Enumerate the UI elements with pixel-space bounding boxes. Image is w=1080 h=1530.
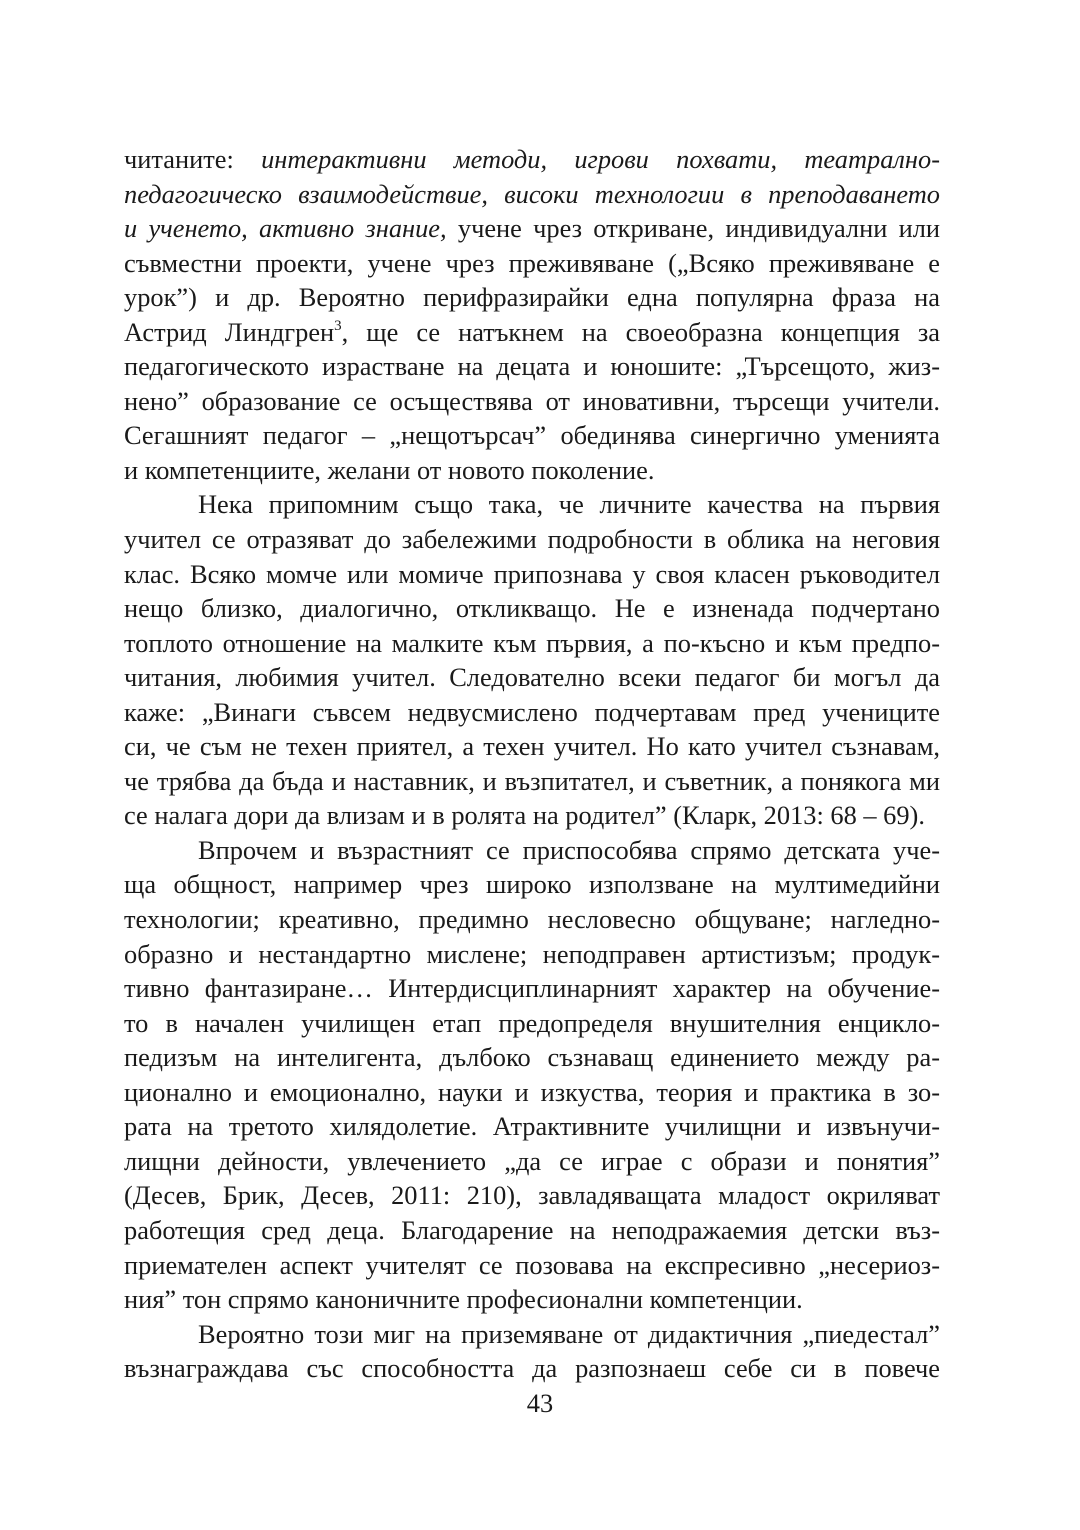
text-run: работещия сред деца. Благодарение на неподражаемия детски въз- bbox=[124, 1214, 940, 1245]
page-number: 43 bbox=[526, 1388, 554, 1418]
text-line bbox=[124, 971, 940, 1006]
text-run: урок”) и др. Вероятно перифразирайки една популярна фраза на bbox=[124, 282, 940, 313]
text-run: приемателен аспект учителят се позовава на експресивно „несериоз- bbox=[124, 1249, 940, 1280]
text-line bbox=[124, 1317, 940, 1352]
text-run: , ще се натъкнем на своеобразна концепция за bbox=[341, 316, 940, 347]
text-run: клас. Всяко момче или момиче припознава у своя класен ръководител bbox=[124, 558, 940, 589]
text-line bbox=[124, 349, 940, 384]
text-line bbox=[124, 1213, 940, 1248]
text-run: каже: „Винаги съвсем недвусмислено подчертавам пред учениците bbox=[124, 696, 940, 727]
text-line bbox=[124, 1006, 940, 1041]
text-run: си, че съм не техен приятел, а техен учител. Но като учител съзнавам, bbox=[124, 731, 940, 762]
text-line bbox=[124, 1144, 940, 1179]
text-line bbox=[124, 1109, 940, 1144]
text-line bbox=[124, 142, 940, 177]
text-run: ща общност, например чрез широко използване на мултимедийни bbox=[124, 869, 940, 900]
text-run: възнаграждава със способността да разпознаеш себе си в повече bbox=[124, 1353, 940, 1384]
text-line bbox=[124, 660, 940, 695]
text-run: Астрид Линдгрен bbox=[124, 316, 335, 347]
paragraph bbox=[124, 487, 940, 832]
text-line bbox=[124, 1248, 940, 1283]
text-run: читаните: bbox=[124, 144, 262, 174]
text-run: Вероятно този миг на приземяване от дидактичния „пиедестал” bbox=[198, 1318, 940, 1349]
footnote-ref: 3 bbox=[334, 317, 342, 334]
text-line bbox=[124, 246, 940, 281]
body-text bbox=[124, 142, 940, 1386]
text-run: топлото отношение на малките към първия, а по-късно и към предпо- bbox=[124, 627, 940, 658]
text-run: лищни дейности, увлечението „да се играе с образи и понятия” bbox=[124, 1145, 940, 1176]
text-run: нено” образование се осъществява от иновативни, търсещи учители. bbox=[124, 385, 940, 416]
text-run: технологии; креативно, предимно несловесно общуване; нагледно- bbox=[124, 904, 940, 935]
text-line bbox=[124, 557, 940, 592]
text-line bbox=[124, 211, 940, 246]
text-run: ния” тон спрямо каноничните професионални компетенции. bbox=[124, 1284, 803, 1315]
text-line bbox=[124, 1178, 940, 1213]
text-run: и компетенциите, желани от новото поколение. bbox=[124, 454, 655, 485]
text-line bbox=[124, 867, 940, 902]
paragraph bbox=[124, 142, 940, 487]
text-line bbox=[124, 695, 940, 730]
text-line bbox=[124, 729, 940, 764]
text-run: ционално и емоционално, науки и изкуства, теория и практика в зо- bbox=[124, 1076, 940, 1107]
text-line bbox=[124, 384, 940, 419]
text-run: съвместни проекти, учене чрез преживяване („Всяко преживяване е bbox=[124, 247, 940, 278]
text-run: рата на третото хилядолетие. Атрактивните училищни и извънучи- bbox=[124, 1111, 940, 1142]
text-line bbox=[124, 626, 940, 661]
text-line bbox=[124, 280, 940, 315]
text-line bbox=[124, 937, 940, 972]
text-run: (Десев, Брик, Десев, 2011: 210), завладяващата младост окриляват bbox=[124, 1180, 940, 1211]
paragraph bbox=[124, 1317, 940, 1386]
text-line bbox=[124, 418, 940, 453]
text-run: Нека припомним също така, че личните качества на първия bbox=[198, 489, 940, 520]
italic-text-run: педагогическо взаимодействие, високи технологии в преподаването bbox=[124, 178, 940, 209]
text-run: педизъм на интелигента, дълбоко съзнаващ единението между ра- bbox=[124, 1042, 940, 1073]
text-line bbox=[124, 833, 940, 868]
text-run: учене чрез откриване, индивидуални или bbox=[446, 213, 940, 244]
text-run: че трябва да бъда и наставник, и възпитател, и съветник, а понякога ми bbox=[124, 765, 940, 796]
text-line bbox=[124, 1040, 940, 1075]
paragraph bbox=[124, 833, 940, 1317]
text-run: се налага дори да влизам и в ролята на родител” (Кларк, 2013: 68 – 69). bbox=[124, 800, 925, 831]
text-line bbox=[124, 902, 940, 937]
text-run: учител се отразяват до забележими подробности в облика на неговия bbox=[124, 524, 940, 555]
italic-text-run: и ученето, активно знание, bbox=[124, 213, 447, 244]
text-line bbox=[124, 591, 940, 626]
text-line bbox=[124, 1351, 940, 1386]
text-line bbox=[124, 764, 940, 799]
text-run: нещо близко, диалогично, откликващо. Не е изненада подчертано bbox=[124, 593, 940, 624]
text-run: читания, любимия учител. Следователно всеки педагог би могъл да bbox=[124, 662, 940, 693]
text-line bbox=[124, 453, 940, 488]
text-run: Впрочем и възрастният се приспособява спрямо детската уче- bbox=[198, 834, 940, 865]
text-run: тивно фантазиране… Интердисциплинарният характер на обучение- bbox=[124, 973, 940, 1004]
text-line bbox=[124, 522, 940, 557]
italic-text-run: интерактивни методи, игрови похвати, театрално- bbox=[261, 144, 940, 174]
text-line bbox=[124, 1075, 940, 1110]
text-run: то в начален училищен етап предопределя внушителния енцикло- bbox=[124, 1007, 940, 1038]
text-line bbox=[124, 177, 940, 212]
text-line bbox=[124, 487, 940, 522]
text-line bbox=[124, 798, 940, 833]
text-run: педагогическото израстване на децата и юношите: „Търсещото, жиз- bbox=[124, 351, 940, 382]
text-line bbox=[124, 315, 940, 350]
text-run: Сегашният педагог – „нещотърсач” обединява синергично уменията bbox=[124, 420, 940, 451]
text-line bbox=[124, 1282, 940, 1317]
text-run: образно и нестандартно мислене; неподправен артистизъм; продук- bbox=[124, 938, 940, 969]
